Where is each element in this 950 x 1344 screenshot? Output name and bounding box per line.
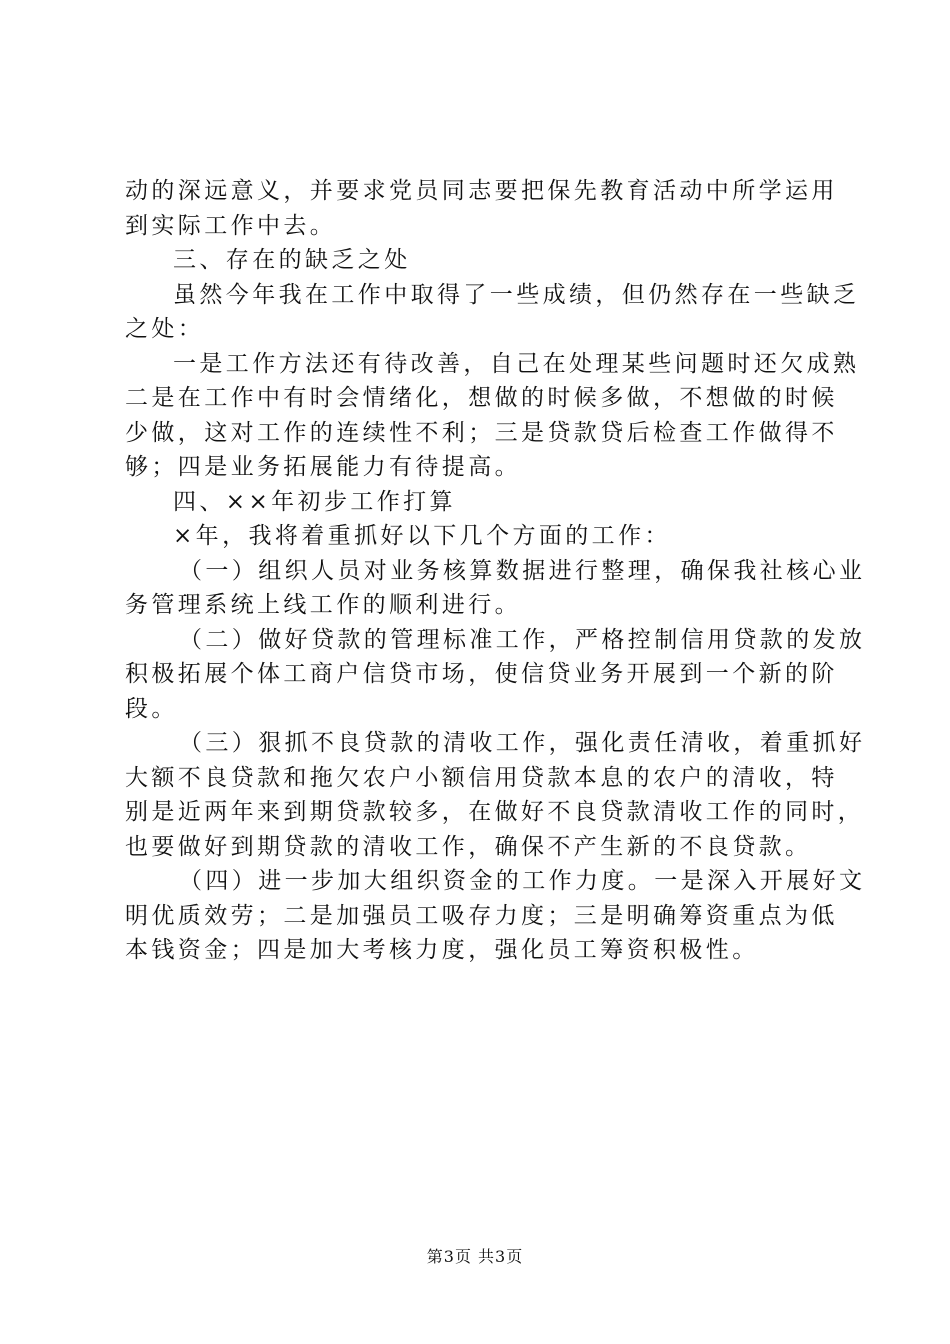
text-line: 明优质效劳；二是加强员工吸存力度；三是明确筹资重点为低 xyxy=(125,902,838,929)
text-line: （三）狠抓不良贷款的清收工作，强化责任清收，着重抓好 xyxy=(179,730,866,756)
text-line: 积极拓展个体工商户信贷市场，使信贷业务开展到一个新的阶 xyxy=(125,661,838,687)
text-line: 虽然今年我在工作中取得了一些成绩，但仍然存在一些缺乏 xyxy=(173,281,860,308)
text-line: 够；四是业务拓展能力有待提高。 xyxy=(125,454,521,480)
text-line: 一是工作方法还有待改善，自己在处理某些问题时还欠成熟 xyxy=(173,350,860,377)
text-line: 之处： xyxy=(125,316,205,342)
section-heading: 四、××年初步工作打算 xyxy=(173,488,456,515)
text-line: 段。 xyxy=(125,695,178,722)
text-line: （一）组织人员对业务核算数据进行整理，确保我社核心业 xyxy=(179,557,866,584)
text-line: 少做，这对工作的连续性不利；三是贷款贷后检查工作做得不 xyxy=(125,419,838,446)
page-number-footer: 第3页 共3页 xyxy=(426,1247,524,1266)
document-body xyxy=(125,174,866,968)
text-line: 也要做好到期贷款的清收工作，确保不产生新的不良贷款。 xyxy=(125,833,812,860)
text-line: 务管理系统上线工作的顺利进行。 xyxy=(125,592,521,618)
text-line: （四）进一步加大组织资金的工作力度。一是深入开展好文 xyxy=(179,868,866,894)
text-line: 到实际工作中去。 xyxy=(125,212,337,239)
text-line: 二是在工作中有时会情绪化，想做的时候多做，不想做的时候 xyxy=(125,385,838,411)
text-line: 别是近两年来到期贷款较多，在做好不良贷款清收工作的同时， xyxy=(125,799,865,825)
text-line: ×年，我将着重抓好以下几个方面的工作： xyxy=(173,523,671,549)
text-line: 动的深远意义，并要求党员同志要把保先教育活动中所学运用 xyxy=(125,178,838,204)
text-line: （二）做好贷款的管理标准工作，严格控制信用贷款的发放 xyxy=(179,626,866,653)
text-line: 本钱资金；四是加大考核力度，强化员工筹资积极性。 xyxy=(125,937,759,963)
section-heading: 三、存在的缺乏之处 xyxy=(173,247,411,273)
text-line: 大额不良贷款和拖欠农户小额信用贷款本息的农户的清收，特 xyxy=(125,764,838,791)
